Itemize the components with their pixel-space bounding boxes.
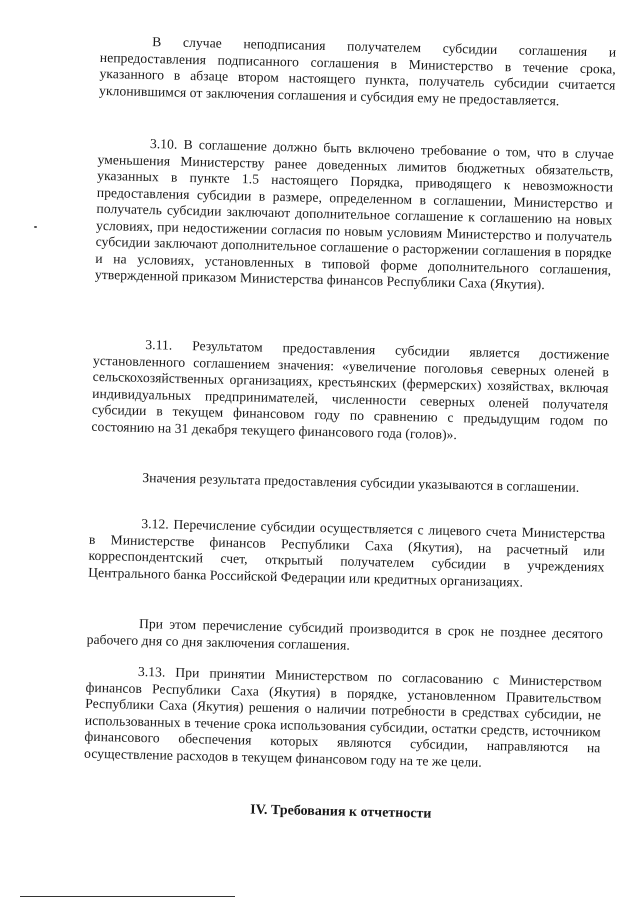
paragraph-3-12: 3.12. Перечисление субсидии осуществляется с лицевого счета Министерства в Министерстве финансов Республики Саха (Якутия), на расчетный или корреспондентский счет, открытый получателем субсидии в учреждениях Центрального банка Российской Федерации или кредитных организациях.	[88, 515, 606, 590]
paragraph-transfer-deadline: При этом перечисление субсидий производится в срок не позднее десятого рабочего дня со дня заключения соглашения.	[86, 615, 604, 653]
footnote-divider	[20, 896, 235, 897]
paragraph-3-11: 3.11. Результатом предоставления субсидии является достижение установленного соглашением значения: «увеличение поголовья северных оленей в сельскохозяйственных организациях, крестьянских (фермерских) хозяйствах, включая индивидуальных предпринимателей, численности северных оленей получателя субсидии в текущем финансовом году по сравнению с предыдущим годом по состоянию на 31 декабря текущего финансового года (голов)».	[91, 337, 610, 442]
scan-speck	[34, 226, 37, 228]
paragraph-unsigned-agreement: В случае неподписания получателем субсидии соглашения и непредоставления подписанного соглашения в Министерство в течение срока, указанного в абзаце втором настоящего пункта, получатель субсидии считается уклонившимся от заключения соглашения и субсидия ему не предоставляется.	[98, 34, 617, 108]
paragraph-3-13: 3.13. При принятии Министерством по согласованию с Министерством финансов Республики Саха (Якутия) в порядке, установленном Правительством Республики Саха (Якутия) решения о наличии потребности в средствах субсидии, не использованных в течение срока использования субсидии, остатки средств, источником финансового обеспечения которых являются субсидии, направляются на осуществление расходов в текущем финансовом году на те же цели.	[83, 663, 603, 770]
paragraph-result-values: Значения результата предоставления субсидии указываются в соглашении.	[142, 469, 580, 495]
paragraph-3-10: 3.10. В соглашение должно быть включено требование о том, что в случае уменьшения Министерству ранее доведенных лимитов бюджетных обязательств, указанных в пункте 1.5 настоящего Порядка, приводящего к невозможности предоставления субсидии в размере, определенном в соглашении, Министерство и получатель субсидии заключают дополнительное соглашение к соглашению на новых условиях, при недостижении согласия по новым условиям Министерство и получатель субсидии заключают дополнительное соглашение о расторжении соглашения в порядке и на условиях, установленных в типовой форме дополнительного соглашения, утвержденной приказом Министерства финансов Республики Саха (Якутия).	[94, 136, 615, 293]
section-heading: IV. Требования к отчетности	[250, 802, 432, 822]
